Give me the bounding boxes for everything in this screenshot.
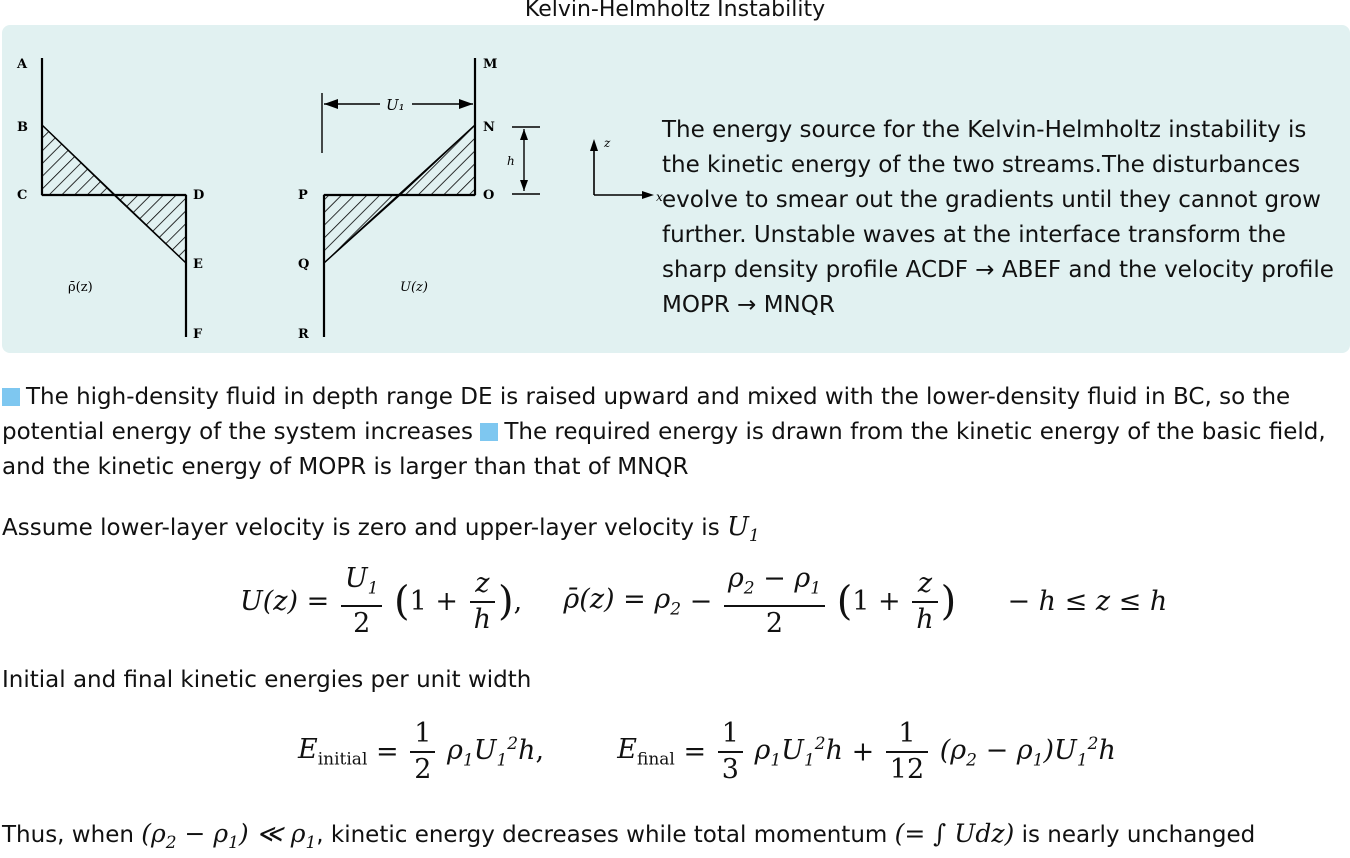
conclusion-line: Thus, when $(\rho_2 - \rho_1)$ ≪ $\rho_1$, kinetic energy decreases while total momentum (= ∫ Udz) is nearly unchanged bbox=[2, 819, 1256, 853]
label-h: h bbox=[507, 154, 515, 168]
assumption-symbol: $U_1$ bbox=[727, 512, 760, 547]
bullet-text-1: The high-density fluid in depth range DE is raised upward and mixed with the lower-density fluid in BC, so the potential energy of the system increases bbox=[2, 384, 1291, 445]
label-r: R bbox=[298, 327, 309, 342]
label-x-axis: x bbox=[656, 190, 663, 204]
label-z-axis: z bbox=[604, 136, 611, 150]
equation-energies: $E_{initial}$ = $\frac{1}{2}$ $\rho_1U_1^2h$, $E_{final}$ = $\frac{1}{3}$ $\rho_1U_1^2h$ + $\frac{1}{12}$ $(\rho_2 - \rho_1)U_1^2h$ bbox=[298, 718, 1116, 785]
label-b: B bbox=[17, 120, 28, 135]
label-u-profile: U(z) bbox=[400, 280, 428, 295]
figure-panel bbox=[2, 25, 1350, 353]
bullet-square-icon bbox=[480, 423, 498, 441]
label-m: M bbox=[483, 57, 498, 72]
label-d: D bbox=[193, 188, 205, 203]
label-c: C bbox=[17, 188, 28, 203]
label-a: A bbox=[17, 57, 28, 72]
energy-heading: Initial and final kinetic energies per unit width bbox=[2, 667, 532, 693]
bullet-text-2: The required energy is drawn from the kinetic energy of the basic field, and the kinetic energy of MOPR is larger than that of MNQR bbox=[2, 419, 1326, 480]
kh-diagram bbox=[2, 25, 662, 353]
figure-description: The energy source for the Kelvin-Helmholtz instability is the kinetic energy of the two streams.The disturbances evolve to smear out the gradients until they cannot grow further. Unstable waves at the interface transform the sharp density profile ACDF → ABEF and the velocity profile MOPR → MNQR bbox=[662, 117, 1334, 318]
page-title: Kelvin-Helmholtz Instability bbox=[524, 0, 826, 22]
assumption-text: Assume lower-layer velocity is zero and upper-layer velocity is bbox=[2, 515, 720, 541]
label-e: E bbox=[193, 257, 203, 272]
label-o: O bbox=[483, 188, 495, 203]
equation-profiles: U(z) = $\frac{U_1}{2}$ (1 + $\frac{z}{h}$ ), ρ̄(z) = $\rho_2$ − $\frac{\rho_2 - \rho_1}{2}$ (1 + $\frac{z}{h}$ ) − h ≤ z ≤ h bbox=[240, 563, 1168, 640]
label-f: F bbox=[193, 327, 203, 342]
bullet-square-icon bbox=[2, 388, 20, 406]
equation-range: − h ≤ z ≤ h bbox=[1007, 586, 1168, 618]
label-q: Q bbox=[298, 257, 310, 272]
label-n: N bbox=[483, 120, 495, 135]
label-p: P bbox=[298, 188, 308, 203]
bullet-paragraph bbox=[2, 380, 1348, 485]
assumption-line bbox=[2, 512, 760, 551]
label-rho-profile: ρ̄(z) bbox=[68, 280, 93, 295]
label-u1: U₁ bbox=[386, 96, 405, 114]
